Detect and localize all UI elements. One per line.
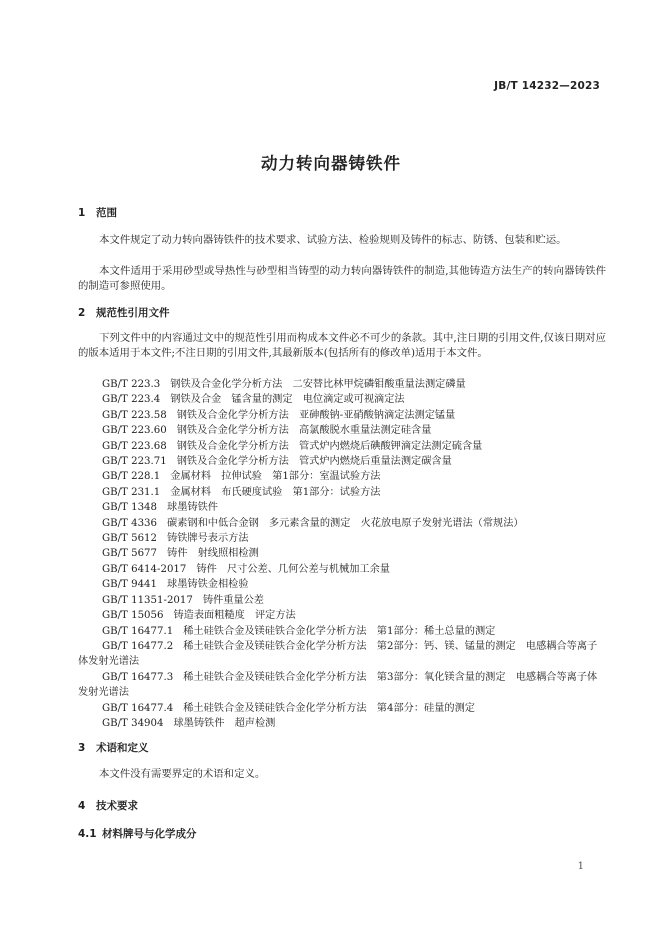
- reference-title: 铸铁牌号表示方法: [167, 533, 249, 545]
- reference-title: 球墨铸铁件 超声检测: [173, 717, 276, 729]
- reference-code: GB/T 231.1: [102, 486, 161, 498]
- section-3-paragraph: 本文件没有需要界定的术语和定义。: [99, 768, 266, 780]
- section-4-1-number: 4.1: [78, 828, 97, 840]
- reference-item: [102, 485, 607, 500]
- reference-code: GB/T 16477.3: [102, 671, 174, 683]
- reference-code: GB/T 5677: [102, 548, 158, 560]
- reference-item: [102, 593, 607, 608]
- reference-title: 铸件 尺寸公差、几何公差与机械加工余量: [196, 563, 390, 575]
- section-2-number: 2: [78, 307, 86, 319]
- reference-item: [102, 562, 607, 577]
- section-1-paragraph-2: 本文件适用于采用砂型或导热性与砂型相当铸型的动力转向器铸铁件的制造,其他铸造方法生产的转向器铸铁件的制造可参照使用。: [78, 265, 606, 292]
- section-2-heading: [78, 305, 170, 320]
- section-4-1-title: 材料牌号与化学成分: [102, 828, 197, 840]
- reference-item: [102, 439, 607, 454]
- reference-title: 钢铁及合金化学分析方法 亚砷酸钠-亚硝酸钠滴定法测定锰量: [176, 409, 456, 421]
- reference-title: 钢铁及合金 锰含量的测定 电位滴定或可视滴定法: [170, 394, 405, 406]
- reference-code: GB/T 16477.1: [102, 625, 174, 637]
- section-3-number: 3: [78, 742, 86, 754]
- section-1-title: 范围: [96, 207, 117, 219]
- reference-code: GB/T 1348: [102, 502, 158, 514]
- reference-code: GB/T 11351-2017: [102, 594, 193, 606]
- section-1-number: 1: [78, 207, 86, 219]
- reference-title: 球墨铸铁金相检验: [167, 579, 249, 591]
- normative-references-list: [78, 377, 607, 731]
- reference-code: GB/T 16477.4: [102, 702, 174, 714]
- reference-code: GB/T 223.60: [102, 425, 167, 437]
- reference-title: 球墨铸铁件: [167, 502, 218, 514]
- section-2-title: 规范性引用文件: [96, 307, 170, 319]
- reference-title: 稀土硅铁合金及镁硅铁合金化学分析方法 第3部分：氧化镁含量的测定 电感耦合等离子体发射光谱法: [78, 671, 598, 699]
- reference-item: [78, 670, 607, 701]
- reference-code: GB/T 223.3: [102, 379, 161, 390]
- reference-code: GB/T 6414-2017: [102, 563, 187, 575]
- reference-item: [78, 639, 607, 670]
- reference-code: GB/T 34904: [102, 717, 164, 729]
- reference-code: GB/T 15056: [102, 610, 164, 622]
- reference-item: [102, 531, 607, 546]
- reference-title: 钢铁及合金化学分析方法 管式炉内燃烧后重量法测定碳含量: [176, 456, 452, 468]
- section-3-heading: [78, 740, 149, 755]
- reference-item: [102, 624, 607, 639]
- section-1-paragraph-1: 本文件规定了动力转向器铸铁件的技术要求、试验方法、检验规则及铸件的标志、防锈、包装和贮运。: [99, 234, 567, 246]
- reference-code: GB/T 228.1: [102, 471, 161, 483]
- reference-code: GB/T 4336: [102, 517, 158, 529]
- reference-item: [102, 500, 607, 515]
- reference-item: [102, 408, 607, 423]
- reference-title: 金属材料 布氏硬度试验 第1部分：试验方法: [170, 486, 381, 498]
- reference-title: 碳素钢和中低合金钢 多元素含量的测定 火花放电原子发射光谱法（常规法）: [167, 517, 524, 529]
- reference-item: [102, 716, 607, 731]
- reference-item: [102, 454, 607, 469]
- reference-title: 钢铁及合金化学分析方法 二安替比林甲烷磷钼酸重量法测定磷量: [170, 379, 466, 390]
- reference-item: [102, 546, 607, 561]
- reference-item: [102, 392, 607, 407]
- page-number: 1: [577, 861, 584, 872]
- reference-title: 金属材料 拉伸试验 第1部分：室温试验方法: [170, 471, 381, 483]
- reference-item: [102, 577, 607, 592]
- reference-item: [102, 377, 607, 392]
- section-4-heading: [78, 798, 138, 813]
- reference-title: 稀土硅铁合金及镁硅铁合金化学分析方法 第1部分：稀土总量的测定: [183, 625, 496, 637]
- reference-title: 稀土硅铁合金及镁硅铁合金化学分析方法 第2部分：钙、镁、锰量的测定 电感耦合等离子体发射光谱法: [78, 640, 598, 668]
- reference-item: [102, 608, 607, 623]
- reference-code: GB/T 223.68: [102, 440, 167, 452]
- reference-code: GB/T 223.71: [102, 456, 167, 468]
- reference-item: [102, 423, 607, 438]
- reference-item: [102, 516, 607, 531]
- section-3-title: 术语和定义: [96, 742, 149, 754]
- section-1-heading: [78, 205, 117, 220]
- reference-code: GB/T 5612: [102, 533, 158, 545]
- section-4-title: 技术要求: [96, 800, 138, 812]
- reference-code: GB/T 16477.2: [102, 640, 174, 652]
- section-4-1-heading: [78, 826, 197, 841]
- reference-title: 铸造表面粗糙度 评定方法: [173, 610, 296, 622]
- reference-item: [102, 701, 607, 716]
- section-4-number: 4: [78, 800, 86, 812]
- reference-title: 铸件重量公差: [202, 594, 264, 606]
- reference-title: 钢铁及合金化学分析方法 高氯酸脱水重量法测定硅含量: [176, 425, 432, 437]
- document-title: 动力转向器铸铁件: [261, 154, 401, 173]
- reference-title: 钢铁及合金化学分析方法 管式炉内燃烧后碘酸钾滴定法测定硫含量: [176, 440, 483, 452]
- standard-code: JB/T 14232—2023: [494, 80, 600, 92]
- section-2-intro: 下列文件中的内容通过文中的规范性引用而构成本文件必不可少的条款。其中,注日期的引用文件,仅该日期对应的版本适用于本文件;不注日期的引用文件,其最新版本(包括所有的修改单)适用于本文件。: [78, 332, 606, 359]
- reference-code: GB/T 223.4: [102, 394, 161, 406]
- reference-code: GB/T 223.58: [102, 409, 167, 421]
- reference-code: GB/T 9441: [102, 579, 158, 591]
- reference-item: [102, 469, 607, 484]
- reference-title: 铸件 射线照相检测: [167, 548, 259, 560]
- reference-title: 稀土硅铁合金及镁硅铁合金化学分析方法 第4部分：硅量的测定: [183, 702, 475, 714]
